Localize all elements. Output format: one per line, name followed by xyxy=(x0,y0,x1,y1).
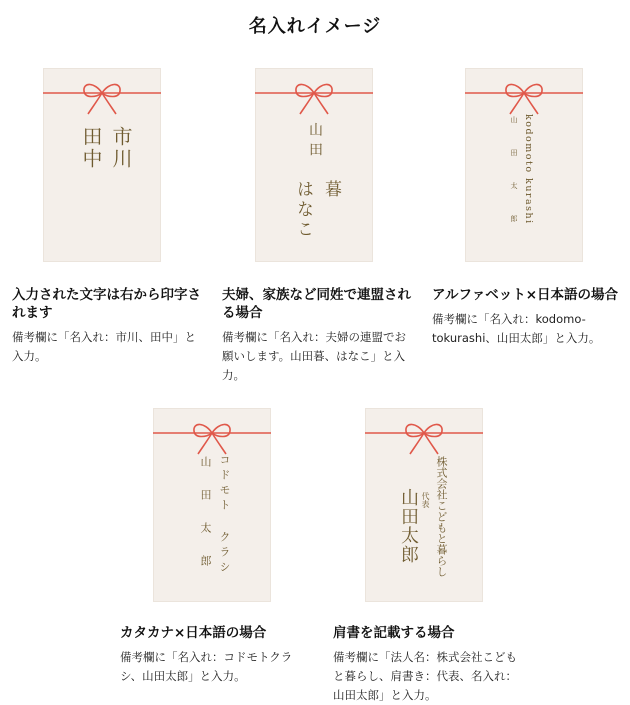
caption-body: 備考欄に「名入れ：コドモトクラシ、山田太郎」と入力。 xyxy=(120,650,293,683)
name-line-left: 田中 xyxy=(79,126,103,170)
caption-body: 備考欄に「法人名：株式会社こどもと暮らし、肩書き：代表、名入れ：山田太郎」と入力。 xyxy=(333,650,517,702)
noshi-card-3 xyxy=(465,68,583,262)
caption-3 xyxy=(432,286,622,348)
caption-body: 備考欄に「名入れ：市川、田中」と入力。 xyxy=(12,330,196,363)
caption-1 xyxy=(12,286,202,366)
noshi-card-2 xyxy=(255,68,373,262)
given-name-left: はなこ xyxy=(293,180,313,240)
ribbon-bow-icon xyxy=(255,68,373,128)
caption-2 xyxy=(222,286,412,385)
caption-title: アルファベット×日本語の場合 xyxy=(432,287,619,303)
caption-title: 肩書を記載する場合 xyxy=(333,625,455,641)
given-name-right: 暮 xyxy=(321,180,341,197)
caption-title: カタカナ×日本語の場合 xyxy=(120,625,267,641)
caption-title: 入力された文字は右から印字されます xyxy=(12,287,201,321)
caption-title: 夫婦、家族など同姓で連盟される場合 xyxy=(222,287,411,321)
page-title: 名入れイメージ xyxy=(248,16,382,37)
kanji-name-text: 山田太郎 xyxy=(199,456,212,588)
caption-body: 備考欄に「名入れ：kodomo-tokurashi、山田太郎」と入力。 xyxy=(432,312,601,345)
caption-4 xyxy=(120,624,310,686)
latin-name-text: kodomoto kurashi xyxy=(523,114,534,225)
caption-body: 備考欄に「名入れ：夫婦の連盟でお願いします。山田暮、はなこ」と入力。 xyxy=(222,330,406,382)
company-name-text: 株式会社こどもと暮らし xyxy=(435,456,448,577)
katakana-name-text: コドモト クラシ xyxy=(218,454,231,576)
ribbon-bow-icon xyxy=(365,408,483,468)
caption-5 xyxy=(333,624,523,705)
role-title-text: 代表 xyxy=(421,492,430,508)
noshi-card-4 xyxy=(153,408,271,602)
kanji-name-text: 山田太郎 xyxy=(510,116,518,248)
person-name-text: 山田太郎 xyxy=(398,488,419,564)
name-line-right: 市川 xyxy=(109,126,133,170)
surname-text: 山田 xyxy=(307,122,323,162)
ribbon-bow-icon xyxy=(43,68,161,128)
noshi-card-5 xyxy=(365,408,483,602)
noshi-card-1 xyxy=(43,68,161,262)
